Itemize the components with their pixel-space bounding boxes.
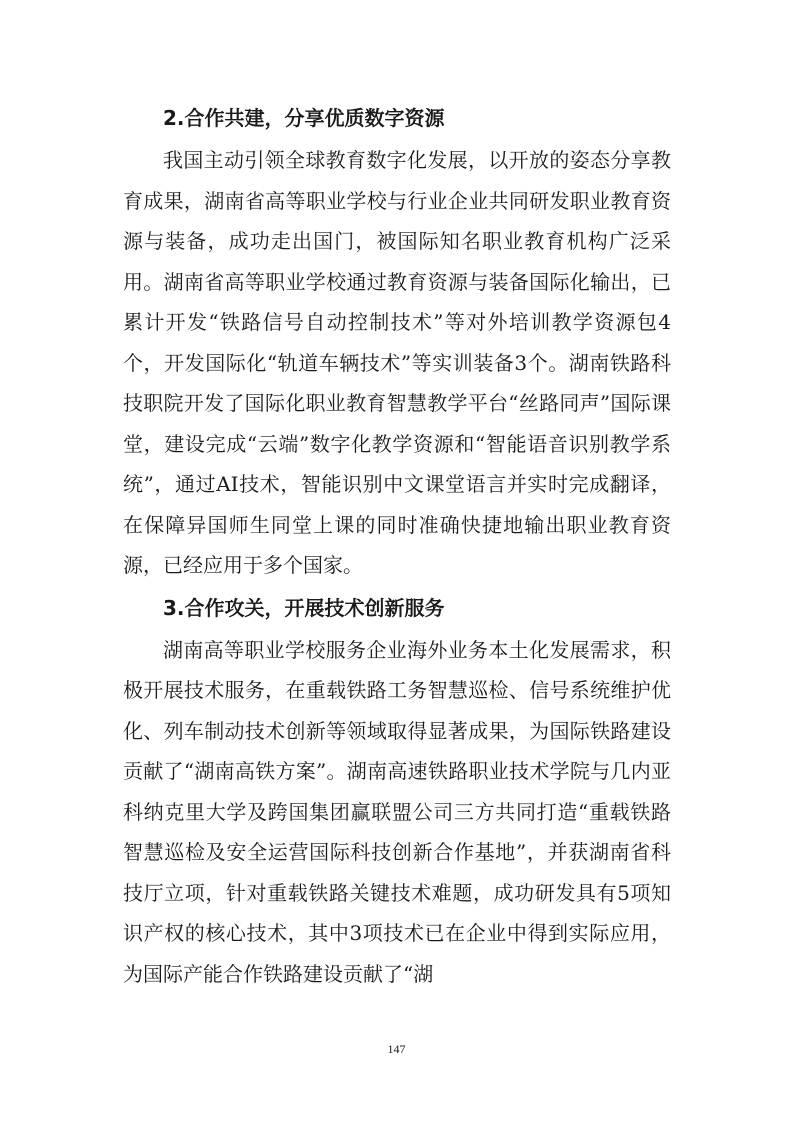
section-paragraph-3: 湖南高等职业学校服务企业海外业务本土化发展需求，积极开展技术服务，在重载铁路工务智慧巡检、信号系统维护优化、列车制动技术创新等领域取得显著成果，为国际铁路建设贡献了“湖南高铁方案”。湖南高速铁路职业技术学院与几内亚科纳克里大学及跨国集团赢联盟公司三方共同打造“重载铁路智慧巡检及安全运营国际科技创新合作基地”，并获湖南省科技厅立项，针对重载铁路关键技术难题，成功研发具有5项知识产权的核心技术，其中3项技术已在企业中得到实际应用，为国际产能合作铁路建设贡献了“湖 <box>123 637 671 986</box>
section-heading-3: 3.合作攻关，开展技术创新服务 <box>163 595 445 620</box>
section-paragraph-2: 我国主动引领全球教育数字化发展，以开放的姿态分享教育成果，湖南省高等职业学校与行业企业共同研发职业教育资源与装备，成功走出国门，被国际知名职业教育机构广泛采用。湖南省高等职业学校通过教育资源与装备国际化输出，已累计开发“铁路信号自动控制技术”等对外培训教学资源包4个，开发国际化“轨道车辆技术”等实训装备3个。湖南铁路科技职院开发了国际化职业教育智慧教学平台“丝路同声”国际课堂，建设完成“云端”数字化教学资源和“智能语音识别教学系统”，通过AI技术，智能识别中文课堂语言并实时完成翻译，在保障异国师生同堂上课的同时准确快捷地输出职业教育资源，已经应用于多个国家。 <box>123 148 671 577</box>
section-heading-2: 2.合作共建，分享优质数字资源 <box>163 106 445 130</box>
page-content <box>123 96 671 994</box>
page-number: 147 <box>387 1042 406 1056</box>
